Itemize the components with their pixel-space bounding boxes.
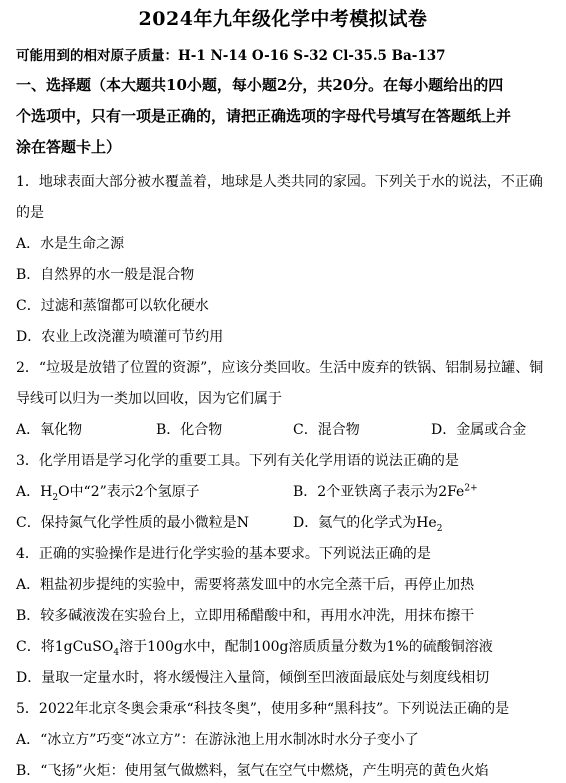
q3-option-c: C．保持氮气化学性质的最小微粒是N [16, 515, 249, 531]
q1-option-b: B．自然界的水一般是混合物 [16, 267, 195, 283]
q2-option-b: B．化合物 [156, 422, 223, 438]
q4-option-c: C．将1gCuSO$_4$溶于100g水中，配制100g溶质质量分数为1%的硫酸铜溶液 [16, 639, 493, 658]
q1-option-c: C．过滤和蒸馏都可以软化硬水 [16, 298, 209, 314]
q1-option-a: A．水是生命之源 [16, 236, 125, 252]
section-heading-line1: 一、选择题（本大题共10小题，每小题2分，共20分。在每小题给出的四 [16, 76, 504, 94]
q3-option-d: D．氦气的化学式为$He_2$ [293, 515, 443, 534]
q3-option-a: A．$H_2O$中“2”表示2个氢原子 [16, 484, 200, 503]
atomic-masses: 可能用到的相对原子质量：H-1 N-14 O-16 S-32 Cl-35.5 Ba-137 [16, 48, 446, 64]
q2-option-c: C．混合物 [293, 422, 360, 438]
page-title: 2024年九年级化学中考模拟试卷 [138, 8, 428, 30]
q3-stem: 3．化学用语是学习化学的重要工具。下列有关化学用语的说法正确的是 [16, 453, 459, 469]
q3-option-b: B．2个亚铁离子表示为$2Fe^{2+}$ [293, 483, 478, 500]
q2-option-a: A．氧化物 [16, 422, 83, 438]
q4-stem: 4．正确的实验操作是进行化学实验的基本要求。下列说法正确的是 [16, 546, 431, 562]
section-heading-line2: 个选项中，只有一项是正确的，请把正确选项的字母代号填写在答题纸上并 [16, 107, 512, 125]
q4-option-a: A．粗盐初步提纯的实验中，需要将蒸发皿中的水完全蒸干后，再停止加热 [16, 577, 475, 593]
section-heading-line3: 涂在答题卡上） [16, 138, 122, 156]
q1-stem-line2: 的是 [16, 205, 44, 221]
q2-option-d: D．金属或合金 [431, 422, 527, 438]
q4-option-b: B．较多碱液泼在实验台上，立即用稀醋酸中和，再用水冲洗，用抹布擦干 [16, 608, 475, 624]
q5-option-a: A．“冰立方”巧变“冰立方”：在游泳池上用水制冰时水分子变小了 [16, 732, 419, 748]
q4-option-d: D．量取一定量水时，将水缓慢注入量筒，倾倒至凹液面最底处与刻度线相切 [16, 670, 490, 686]
q5-option-b: B．“飞扬”火炬：使用氢气做燃料，氢气在空气中燃烧，产生明亮的黄色火焰 [16, 763, 489, 779]
q1-stem-line1: 1．地球表面大部分被水覆盖着，地球是人类共同的家园。下列关于水的说法，不正确 [16, 174, 543, 190]
q2-stem-line2: 导线可以归为一类加以回收，因为它们属于 [16, 391, 282, 407]
q2-stem-line1: 2．“垃圾是放错了位置的资源”，应该分类回收。生活中废弃的铁锅、铝制易拉罐、铜 [16, 360, 544, 376]
q1-option-d: D．农业上改浇灌为喷灌可节约用 [16, 329, 224, 345]
q5-stem: 5．2022年北京冬奥会秉承“科技冬奥”，使用多种“黑科技”。下列说法正确的是 [16, 701, 510, 717]
